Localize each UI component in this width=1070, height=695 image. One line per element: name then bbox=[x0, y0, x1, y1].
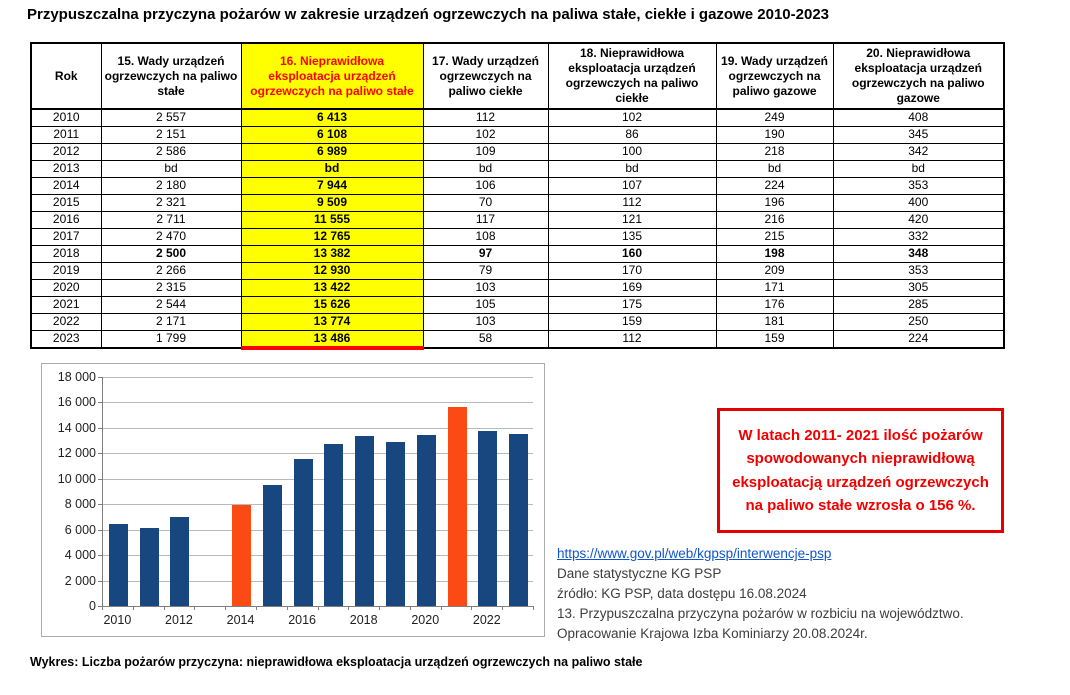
y-axis-tick-label: 0 bbox=[89, 599, 96, 613]
source-link-row bbox=[557, 544, 964, 564]
bar-2014 bbox=[232, 505, 251, 606]
table-row bbox=[31, 194, 1004, 211]
value-cell: 12 765 bbox=[241, 228, 423, 245]
table-header-row bbox=[31, 43, 1004, 109]
table-row bbox=[31, 313, 1004, 330]
value-cell: 250 bbox=[833, 313, 1004, 330]
x-axis-tick bbox=[348, 606, 349, 610]
value-cell: 79 bbox=[423, 262, 548, 279]
bar-2018 bbox=[355, 436, 374, 606]
value-cell: bd bbox=[548, 160, 716, 177]
value-cell: 13 382 bbox=[241, 245, 423, 262]
value-cell: 160 bbox=[548, 245, 716, 262]
y-axis-tick bbox=[98, 504, 102, 505]
y-axis-tick bbox=[98, 581, 102, 582]
value-cell: 342 bbox=[833, 143, 1004, 160]
bar-2010 bbox=[109, 524, 128, 606]
gridline bbox=[103, 504, 533, 505]
value-cell: 332 bbox=[833, 228, 1004, 245]
bar-2023 bbox=[509, 434, 528, 606]
year-cell: 2014 bbox=[31, 177, 101, 194]
x-axis-tick-label: 2014 bbox=[226, 613, 255, 627]
value-cell: 6 989 bbox=[241, 143, 423, 160]
value-cell: 196 bbox=[716, 194, 833, 211]
value-cell: 11 555 bbox=[241, 211, 423, 228]
value-cell: 209 bbox=[716, 262, 833, 279]
table-row bbox=[31, 245, 1004, 262]
year-cell: 2010 bbox=[31, 109, 101, 126]
value-cell: 249 bbox=[716, 109, 833, 126]
value-cell: 353 bbox=[833, 262, 1004, 279]
value-cell: 108 bbox=[423, 228, 548, 245]
value-cell: 171 bbox=[716, 279, 833, 296]
value-cell: 159 bbox=[548, 313, 716, 330]
value-cell: 9 509 bbox=[241, 194, 423, 211]
x-axis-tick-label: 2010 bbox=[103, 613, 132, 627]
y-axis-tick-label: 2 000 bbox=[64, 573, 96, 588]
source-link[interactable]: https://www.gov.pl/web/kgpsp/interwencje-psp bbox=[557, 546, 832, 561]
table-row bbox=[31, 279, 1004, 296]
y-axis-tick-label: 16 000 bbox=[57, 395, 96, 410]
value-cell: 103 bbox=[423, 313, 548, 330]
table-header bbox=[31, 43, 1004, 109]
value-cell: 15 626 bbox=[241, 296, 423, 313]
x-axis-tick bbox=[533, 606, 534, 610]
source-line: Opracowanie Krajowa Izba Kominiarzy 20.08.2024r. bbox=[557, 626, 868, 641]
value-cell: 218 bbox=[716, 143, 833, 160]
value-cell: 159 bbox=[716, 330, 833, 348]
value-cell: 86 bbox=[548, 126, 716, 143]
value-cell: 170 bbox=[548, 262, 716, 279]
year-cell: 2016 bbox=[31, 211, 101, 228]
gridline bbox=[103, 581, 533, 582]
value-cell: 2 266 bbox=[101, 262, 241, 279]
value-cell: 176 bbox=[716, 296, 833, 313]
value-cell: 7 944 bbox=[241, 177, 423, 194]
x-axis-tick bbox=[102, 606, 103, 610]
table-body bbox=[31, 109, 1004, 348]
source-line: źródło: KG PSP, data dostępu 16.08.2024 bbox=[557, 586, 807, 601]
value-cell: 97 bbox=[423, 245, 548, 262]
value-cell: 224 bbox=[716, 177, 833, 194]
table-row bbox=[31, 143, 1004, 160]
value-cell: bd bbox=[101, 160, 241, 177]
y-axis-tick bbox=[98, 479, 102, 480]
value-cell: 135 bbox=[548, 228, 716, 245]
value-cell: 112 bbox=[548, 330, 716, 348]
bar-2021 bbox=[448, 407, 467, 606]
value-cell: 2 315 bbox=[101, 279, 241, 296]
gridline bbox=[103, 530, 533, 531]
fire-causes-table bbox=[30, 42, 1005, 350]
value-cell: 109 bbox=[423, 143, 548, 160]
y-axis-tick-label: 10 000 bbox=[57, 471, 96, 486]
year-cell: 2017 bbox=[31, 228, 101, 245]
chart-caption: Wykres: Liczba pożarów przyczyna: nieprawidłowa eksploatacja urządzeń ogrzewczych na paliwo stałe bbox=[30, 655, 643, 669]
y-axis-tick-label: 18 000 bbox=[57, 370, 96, 384]
value-cell: 58 bbox=[423, 330, 548, 348]
gridline bbox=[103, 453, 533, 454]
value-cell: 6 413 bbox=[241, 109, 423, 126]
y-axis-tick-label: 4 000 bbox=[64, 548, 96, 563]
value-cell: 100 bbox=[548, 143, 716, 160]
value-cell: 285 bbox=[833, 296, 1004, 313]
value-cell: 175 bbox=[548, 296, 716, 313]
value-cell: 2 151 bbox=[101, 126, 241, 143]
value-cell: 408 bbox=[833, 109, 1004, 126]
value-cell: 169 bbox=[548, 279, 716, 296]
year-cell: 2013 bbox=[31, 160, 101, 177]
value-cell: 2 711 bbox=[101, 211, 241, 228]
x-axis-tick-label: 2016 bbox=[288, 613, 316, 627]
value-cell: 216 bbox=[716, 211, 833, 228]
y-axis-tick-label: 12 000 bbox=[57, 446, 96, 461]
x-axis-tick-label: 2022 bbox=[472, 613, 501, 627]
bar-2015 bbox=[263, 485, 282, 606]
value-cell: 102 bbox=[548, 109, 716, 126]
value-cell: 13 422 bbox=[241, 279, 423, 296]
value-cell: bd bbox=[241, 160, 423, 177]
value-cell: 181 bbox=[716, 313, 833, 330]
x-axis-tick bbox=[410, 606, 411, 610]
gridline bbox=[103, 479, 533, 480]
value-cell: 345 bbox=[833, 126, 1004, 143]
value-cell: 103 bbox=[423, 279, 548, 296]
x-axis-tick bbox=[471, 606, 472, 610]
table-row bbox=[31, 177, 1004, 194]
value-cell: bd bbox=[716, 160, 833, 177]
value-cell: 2 500 bbox=[101, 245, 241, 262]
year-cell: 2011 bbox=[31, 126, 101, 143]
x-axis-tick bbox=[502, 606, 503, 610]
col-header-16-highlighted: 16. Nieprawidłowa eksploatacja urządzeń ogrzewczych na paliwo stałe bbox=[241, 43, 423, 109]
callout-text: W latach 2011- 2021 ilość pożarów spowodowanych nieprawidłową eksploatacją urządzeń ogrzewczych na paliwo stałe wzrosła o 156 %. bbox=[732, 427, 989, 514]
value-cell: 305 bbox=[833, 279, 1004, 296]
x-axis-tick bbox=[287, 606, 288, 610]
bar-2012 bbox=[170, 517, 189, 606]
col-header-18: 18. Nieprawidłowa eksploatacja urządzeń ogrzewczych na paliwo ciekłe bbox=[548, 43, 716, 109]
y-axis-tick bbox=[98, 377, 102, 378]
gridline bbox=[103, 555, 533, 556]
sources-block bbox=[557, 544, 964, 644]
x-axis-tick bbox=[256, 606, 257, 610]
value-cell: 224 bbox=[833, 330, 1004, 348]
page-title: Przypuszczalna przyczyna pożarów w zakresie urządzeń ogrzewczych na paliwa stałe, ciekłe i gazowe 2010-2023 bbox=[27, 6, 830, 23]
table-row bbox=[31, 228, 1004, 245]
bar-2016 bbox=[294, 459, 313, 606]
value-cell: 1 799 bbox=[101, 330, 241, 348]
y-axis-tick-label: 6 000 bbox=[64, 522, 96, 537]
value-cell: 2 171 bbox=[101, 313, 241, 330]
value-cell: 102 bbox=[423, 126, 548, 143]
value-cell: 2 470 bbox=[101, 228, 241, 245]
y-axis-tick bbox=[98, 530, 102, 531]
value-cell: 2 544 bbox=[101, 296, 241, 313]
y-axis-tick bbox=[98, 453, 102, 454]
value-cell: 13 774 bbox=[241, 313, 423, 330]
bar-2017 bbox=[324, 444, 343, 606]
table-row bbox=[31, 330, 1004, 348]
year-cell: 2022 bbox=[31, 313, 101, 330]
value-cell: 6 108 bbox=[241, 126, 423, 143]
y-axis-tick-label: 8 000 bbox=[64, 497, 96, 512]
year-cell: 2012 bbox=[31, 143, 101, 160]
gridline bbox=[103, 377, 533, 378]
x-axis-tick bbox=[194, 606, 195, 610]
x-axis-tick-label: 2018 bbox=[349, 613, 378, 627]
value-cell: 400 bbox=[833, 194, 1004, 211]
table-row bbox=[31, 262, 1004, 279]
year-cell: 2015 bbox=[31, 194, 101, 211]
y-axis-tick-label: 14 000 bbox=[57, 420, 96, 435]
value-cell: 215 bbox=[716, 228, 833, 245]
source-line: 13. Przypuszczalna przyczyna pożarów w rozbiciu na województwo. bbox=[557, 606, 964, 621]
table-row bbox=[31, 211, 1004, 228]
table-row bbox=[31, 160, 1004, 177]
col-header-rok: Rok bbox=[31, 43, 101, 109]
year-cell: 2018 bbox=[31, 245, 101, 262]
value-cell: 70 bbox=[423, 194, 548, 211]
value-cell: 112 bbox=[423, 109, 548, 126]
x-axis-tick bbox=[133, 606, 134, 610]
y-axis-tick bbox=[98, 555, 102, 556]
year-cell: 2019 bbox=[31, 262, 101, 279]
gridline bbox=[103, 402, 533, 403]
source-line: Dane statystyczne KG PSP bbox=[557, 566, 722, 581]
x-axis-tick bbox=[225, 606, 226, 610]
table-row bbox=[31, 126, 1004, 143]
y-axis-tick bbox=[98, 402, 102, 403]
value-cell: 105 bbox=[423, 296, 548, 313]
table-row bbox=[31, 296, 1004, 313]
bar-2022 bbox=[478, 431, 497, 606]
value-cell: bd bbox=[833, 160, 1004, 177]
x-axis-tick bbox=[441, 606, 442, 610]
table-row bbox=[31, 109, 1004, 126]
x-axis-tick bbox=[164, 606, 165, 610]
value-cell: 2 586 bbox=[101, 143, 241, 160]
value-cell: 106 bbox=[423, 177, 548, 194]
value-cell: 2 557 bbox=[101, 109, 241, 126]
gridline bbox=[103, 428, 533, 429]
col-header-19: 19. Wady urządzeń ogrzewczych na paliwo gazowe bbox=[716, 43, 833, 109]
value-cell: 112 bbox=[548, 194, 716, 211]
callout-box bbox=[717, 408, 1004, 533]
col-header-17: 17. Wady urządzeń ogrzewczych na paliwo ciekłe bbox=[423, 43, 548, 109]
value-cell: 2 180 bbox=[101, 177, 241, 194]
value-cell: 190 bbox=[716, 126, 833, 143]
value-cell: 121 bbox=[548, 211, 716, 228]
chart-plot-area bbox=[102, 377, 533, 606]
value-cell: 117 bbox=[423, 211, 548, 228]
value-cell: 198 bbox=[716, 245, 833, 262]
y-axis-tick bbox=[98, 428, 102, 429]
bar-chart bbox=[41, 363, 545, 637]
value-cell: 348 bbox=[833, 245, 1004, 262]
value-cell: 353 bbox=[833, 177, 1004, 194]
col-header-15: 15. Wady urządzeń ogrzewczych na paliwo stałe bbox=[101, 43, 241, 109]
year-cell: 2023 bbox=[31, 330, 101, 348]
value-cell: bd bbox=[423, 160, 548, 177]
x-axis-tick-label: 2012 bbox=[165, 613, 193, 627]
bar-2019 bbox=[386, 442, 405, 606]
value-cell: 2 321 bbox=[101, 194, 241, 211]
value-cell: 107 bbox=[548, 177, 716, 194]
x-axis-tick-label: 2020 bbox=[411, 613, 440, 627]
value-cell: 13 486 bbox=[241, 330, 423, 348]
value-cell: 12 930 bbox=[241, 262, 423, 279]
x-axis-tick bbox=[379, 606, 380, 610]
value-cell: 420 bbox=[833, 211, 1004, 228]
bar-2011 bbox=[140, 528, 159, 606]
year-cell: 2020 bbox=[31, 279, 101, 296]
year-cell: 2021 bbox=[31, 296, 101, 313]
bar-2020 bbox=[417, 435, 436, 606]
x-axis-tick bbox=[318, 606, 319, 610]
col-header-20: 20. Nieprawidłowa eksploatacja urządzeń ogrzewczych na paliwo gazowe bbox=[833, 43, 1004, 109]
